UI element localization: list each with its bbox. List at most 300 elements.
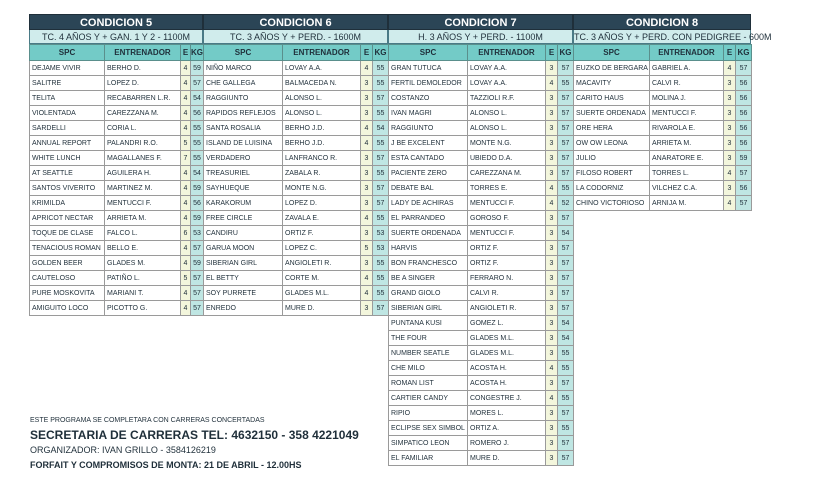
- weight-cell: 59: [736, 151, 752, 166]
- horse-name-cell: SARDELLI: [30, 121, 105, 136]
- horse-name-cell: CHE MILO: [389, 361, 468, 376]
- weight-cell: 57: [558, 241, 574, 256]
- horse-name-cell: ROMAN LIST: [389, 376, 468, 391]
- horse-name-cell: WHITE LUNCH: [30, 151, 105, 166]
- age-cell: 3: [361, 256, 373, 271]
- weight-cell: 57: [558, 406, 574, 421]
- age-cell: 4: [181, 301, 191, 316]
- table-row: [389, 136, 574, 151]
- trainer-name-cell: LOPEZ D.: [283, 196, 361, 211]
- trainer-name-cell: BERHO J.D.: [283, 121, 361, 136]
- weight-cell: 56: [736, 121, 752, 136]
- table-row: [389, 421, 574, 436]
- horse-name-cell: NUMBER SEATLE: [389, 346, 468, 361]
- weight-cell: 54: [558, 316, 574, 331]
- horse-name-cell: JULIO: [574, 151, 650, 166]
- trainer-name-cell: ORTIZ F.: [468, 241, 546, 256]
- age-cell: 3: [724, 121, 736, 136]
- age-cell: 4: [181, 61, 191, 76]
- table-row: [30, 166, 204, 181]
- horse-name-cell: EL BETTY: [204, 271, 283, 286]
- trainer-name-cell: ACOSTA H.: [468, 376, 546, 391]
- weight-cell: 56: [191, 106, 204, 121]
- weight-cell: 59: [191, 181, 204, 196]
- table-row: [389, 346, 574, 361]
- condition-title: CONDICION 8: [573, 14, 751, 30]
- table-row: [30, 136, 204, 151]
- weight-cell: 54: [191, 91, 204, 106]
- table-row: [204, 181, 389, 196]
- age-cell: 4: [724, 61, 736, 76]
- table-row: [574, 91, 752, 106]
- weight-cell: 57: [736, 61, 752, 76]
- weight-cell: 57: [191, 241, 204, 256]
- table-row: [574, 76, 752, 91]
- trainer-name-cell: LOVAY A.A.: [468, 61, 546, 76]
- age-cell: 3: [546, 286, 558, 301]
- weight-cell: 56: [736, 76, 752, 91]
- weight-cell: 57: [558, 136, 574, 151]
- age-cell: 3: [546, 226, 558, 241]
- age-cell: 3: [546, 61, 558, 76]
- age-cell: 3: [361, 76, 373, 91]
- entries-table: [388, 44, 574, 466]
- weight-cell: 59: [191, 256, 204, 271]
- age-cell: 4: [181, 211, 191, 226]
- trainer-name-cell: MORES L.: [468, 406, 546, 421]
- trainer-name-cell: ACOSTA H.: [468, 361, 546, 376]
- weight-cell: 57: [558, 451, 574, 466]
- table-header-row: [204, 45, 389, 61]
- trainer-name-cell: ORTIZ A.: [468, 421, 546, 436]
- horse-name-cell: TELITA: [30, 91, 105, 106]
- horse-name-cell: ANNUAL REPORT: [30, 136, 105, 151]
- condition-subtitle: H. 3 AÑOS Y + PERD. - 1100M: [388, 30, 573, 44]
- age-cell: 3: [361, 226, 373, 241]
- trainer-name-cell: ALONSO L.: [283, 91, 361, 106]
- trainer-name-cell: PATIÑO L.: [105, 271, 181, 286]
- age-cell: 4: [546, 196, 558, 211]
- column-header-trainer: ENTRENADOR: [650, 45, 724, 61]
- horse-name-cell: LA CODORNIZ: [574, 181, 650, 196]
- program-note: ESTE PROGRAMA SE COMPLETARA CON CARRERAS CONCERTADAS: [30, 417, 265, 424]
- table-row: [574, 136, 752, 151]
- horse-name-cell: SAYHUEQUE: [204, 181, 283, 196]
- weight-cell: 57: [191, 271, 204, 286]
- weight-cell: 55: [373, 61, 389, 76]
- age-cell: 4: [181, 166, 191, 181]
- horse-name-cell: J BE EXCELENT: [389, 136, 468, 151]
- column-header-e: E: [181, 45, 191, 61]
- age-cell: 3: [546, 376, 558, 391]
- horse-name-cell: AT SEATTLE: [30, 166, 105, 181]
- weight-cell: 55: [558, 76, 574, 91]
- weight-cell: 57: [558, 166, 574, 181]
- horse-name-cell: PURE MOSKOVITA: [30, 286, 105, 301]
- table-row: [389, 406, 574, 421]
- trainer-name-cell: CORIA L.: [105, 121, 181, 136]
- trainer-name-cell: ROMERO J.: [468, 436, 546, 451]
- trainer-name-cell: GLADES M.: [105, 256, 181, 271]
- table-row: [30, 91, 204, 106]
- age-cell: 3: [361, 106, 373, 121]
- trainer-name-cell: ZABALA R.: [283, 166, 361, 181]
- age-cell: 7: [181, 151, 191, 166]
- trainer-name-cell: MENTUCCI F.: [105, 196, 181, 211]
- condicion-6-block: [203, 14, 388, 316]
- weight-cell: 56: [736, 136, 752, 151]
- horse-name-cell: AMIGUITO LOCO: [30, 301, 105, 316]
- age-cell: 6: [181, 226, 191, 241]
- age-cell: 3: [724, 91, 736, 106]
- weight-cell: 53: [373, 241, 389, 256]
- horse-name-cell: ECLIPSE SEX SIMBOL: [389, 421, 468, 436]
- horse-name-cell: FREE CIRCLE: [204, 211, 283, 226]
- horse-name-cell: EL PARRANDEO: [389, 211, 468, 226]
- age-cell: 4: [546, 361, 558, 376]
- table-row: [30, 121, 204, 136]
- condicion-8-block: [573, 14, 772, 211]
- age-cell: 4: [181, 196, 191, 211]
- table-row: [204, 76, 389, 91]
- table-row: [30, 61, 204, 76]
- trainer-name-cell: ARRIETA M.: [650, 136, 724, 151]
- age-cell: 4: [361, 286, 373, 301]
- age-cell: 3: [724, 76, 736, 91]
- age-cell: 5: [361, 241, 373, 256]
- table-row: [30, 181, 204, 196]
- weight-cell: 57: [558, 271, 574, 286]
- horse-name-cell: GARUA MOON: [204, 241, 283, 256]
- condition-title: CONDICION 6: [203, 14, 388, 30]
- weight-cell: 56: [736, 106, 752, 121]
- horse-name-cell: CARITO HAUS: [574, 91, 650, 106]
- trainer-name-cell: TORRES E.: [468, 181, 546, 196]
- horse-name-cell: FILOSO ROBERT: [574, 166, 650, 181]
- weight-cell: 55: [373, 106, 389, 121]
- age-cell: 3: [546, 451, 558, 466]
- trainer-name-cell: GOMEZ L.: [468, 316, 546, 331]
- table-row: [204, 196, 389, 211]
- age-cell: 4: [546, 391, 558, 406]
- age-cell: 4: [361, 121, 373, 136]
- horse-name-cell: SUERTE ORDENADA: [389, 226, 468, 241]
- weight-cell: 57: [558, 256, 574, 271]
- column-header-spc: SPC: [30, 45, 105, 61]
- weight-cell: 55: [373, 136, 389, 151]
- weight-cell: 55: [373, 76, 389, 91]
- organizer-contact: ORGANIZADOR: IVAN GRILLO - 3584126219: [30, 445, 216, 455]
- trainer-name-cell: ANGIOLETI R.: [468, 301, 546, 316]
- age-cell: 3: [546, 316, 558, 331]
- column-header-e: E: [546, 45, 558, 61]
- weight-cell: 57: [558, 211, 574, 226]
- age-cell: 4: [181, 91, 191, 106]
- age-cell: 3: [546, 121, 558, 136]
- weight-cell: 57: [373, 301, 389, 316]
- table-row: [30, 211, 204, 226]
- trainer-name-cell: LOPEZ D.: [105, 76, 181, 91]
- trainer-name-cell: MENTUCCI F.: [468, 196, 546, 211]
- horse-name-cell: KARAKORUM: [204, 196, 283, 211]
- table-row: [389, 301, 574, 316]
- horse-name-cell: ORE HERA: [574, 121, 650, 136]
- column-header-spc: SPC: [389, 45, 468, 61]
- table-row: [30, 301, 204, 316]
- table-row: [30, 226, 204, 241]
- horse-name-cell: ENREDO: [204, 301, 283, 316]
- condition-subtitle: TC. 3 AÑOS Y + PERD. CON PEDIGREE - 600M: [574, 32, 772, 42]
- age-cell: 4: [181, 106, 191, 121]
- trainer-name-cell: MOLINA J.: [650, 91, 724, 106]
- table-row: [30, 106, 204, 121]
- horse-name-cell: CHINO VICTORIOSO: [574, 196, 650, 211]
- weight-cell: 59: [191, 61, 204, 76]
- trainer-name-cell: ARNIJA M.: [650, 196, 724, 211]
- trainer-name-cell: RIVAROLA E.: [650, 121, 724, 136]
- column-header-trainer: ENTRENADOR: [105, 45, 181, 61]
- horse-name-cell: RAPIDOS REFLEJOS: [204, 106, 283, 121]
- horse-name-cell: BON FRANCHESCO: [389, 256, 468, 271]
- column-header-kg: KG: [191, 45, 204, 61]
- weight-cell: 57: [191, 76, 204, 91]
- trainer-name-cell: ANGIOLETI R.: [283, 256, 361, 271]
- age-cell: 4: [361, 136, 373, 151]
- horse-name-cell: GRAND GIOLO: [389, 286, 468, 301]
- trainer-name-cell: CALVI R.: [650, 76, 724, 91]
- age-cell: 3: [546, 346, 558, 361]
- weight-cell: 54: [558, 331, 574, 346]
- trainer-name-cell: GLADES M.L.: [468, 346, 546, 361]
- table-row: [30, 76, 204, 91]
- trainer-name-cell: LANFRANCO R.: [283, 151, 361, 166]
- table-row: [30, 286, 204, 301]
- weight-cell: 57: [558, 61, 574, 76]
- table-row: [389, 106, 574, 121]
- table-header-row: [30, 45, 204, 61]
- trainer-name-cell: CAREZZANA M.: [468, 166, 546, 181]
- horse-name-cell: SANTOS VIVERITO: [30, 181, 105, 196]
- weight-cell: 57: [558, 286, 574, 301]
- table-row: [389, 181, 574, 196]
- weight-cell: 55: [558, 421, 574, 436]
- table-row: [204, 286, 389, 301]
- weight-cell: 57: [558, 121, 574, 136]
- trainer-name-cell: RECABARREN L.R.: [105, 91, 181, 106]
- table-row: [389, 286, 574, 301]
- age-cell: 3: [546, 301, 558, 316]
- trainer-name-cell: TORRES L.: [650, 166, 724, 181]
- table-row: [389, 256, 574, 271]
- age-cell: 3: [546, 211, 558, 226]
- horse-name-cell: FERTIL DEMOLEDOR: [389, 76, 468, 91]
- age-cell: 3: [724, 151, 736, 166]
- horse-name-cell: EL FAMILIAR: [389, 451, 468, 466]
- table-row: [204, 121, 389, 136]
- age-cell: 4: [181, 286, 191, 301]
- trainer-name-cell: FALCO L.: [105, 226, 181, 241]
- age-cell: 3: [361, 91, 373, 106]
- horse-name-cell: CHE GALLEGA: [204, 76, 283, 91]
- table-row: [204, 151, 389, 166]
- trainer-name-cell: CAREZZANA M.: [105, 106, 181, 121]
- weight-cell: 53: [191, 226, 204, 241]
- trainer-name-cell: LOVAY A.A.: [468, 76, 546, 91]
- weight-cell: 57: [373, 151, 389, 166]
- horse-name-cell: COSTANZO: [389, 91, 468, 106]
- table-row: [204, 256, 389, 271]
- age-cell: 3: [546, 136, 558, 151]
- table-row: [389, 271, 574, 286]
- table-row: [389, 376, 574, 391]
- table-row: [574, 61, 752, 76]
- horse-name-cell: LADY DE ACHIRAS: [389, 196, 468, 211]
- table-row: [389, 451, 574, 466]
- horse-name-cell: PUNTANA KUSI: [389, 316, 468, 331]
- weight-cell: 57: [558, 301, 574, 316]
- table-row: [204, 136, 389, 151]
- column-header-kg: KG: [558, 45, 574, 61]
- horse-name-cell: KRIMILDA: [30, 196, 105, 211]
- horse-name-cell: MACAVITY: [574, 76, 650, 91]
- age-cell: 3: [361, 181, 373, 196]
- horse-name-cell: SIBERIAN GIRL: [204, 256, 283, 271]
- age-cell: 3: [724, 181, 736, 196]
- trainer-name-cell: VILCHEZ C.A.: [650, 181, 724, 196]
- table-row: [30, 256, 204, 271]
- weight-cell: 53: [373, 226, 389, 241]
- weight-cell: 55: [373, 211, 389, 226]
- weight-cell: 55: [191, 136, 204, 151]
- trainer-name-cell: CALVI R.: [468, 286, 546, 301]
- table-row: [389, 316, 574, 331]
- trainer-name-cell: MONTE N.G.: [468, 136, 546, 151]
- table-row: [389, 391, 574, 406]
- horse-name-cell: VERDADERO: [204, 151, 283, 166]
- trainer-name-cell: TAZZIOLI R.F.: [468, 91, 546, 106]
- table-row: [204, 61, 389, 76]
- weight-cell: 56: [191, 196, 204, 211]
- trainer-name-cell: LOPEZ C.: [283, 241, 361, 256]
- horse-name-cell: TENACIOUS ROMAN: [30, 241, 105, 256]
- table-row: [389, 61, 574, 76]
- table-row: [389, 196, 574, 211]
- trainer-name-cell: ORTIZ F.: [468, 256, 546, 271]
- weight-cell: 57: [558, 376, 574, 391]
- table-row: [204, 226, 389, 241]
- weight-cell: 56: [736, 91, 752, 106]
- horse-name-cell: THE FOUR: [389, 331, 468, 346]
- trainer-name-cell: GLADES M.L.: [283, 286, 361, 301]
- trainer-name-cell: PICOTTO G.: [105, 301, 181, 316]
- age-cell: 3: [546, 406, 558, 421]
- table-row: [204, 271, 389, 286]
- horse-name-cell: DEBATE BAL: [389, 181, 468, 196]
- trainer-name-cell: GLADES M.L.: [468, 331, 546, 346]
- trainer-name-cell: ALONSO L.: [468, 121, 546, 136]
- table-row: [389, 76, 574, 91]
- entries-table: [29, 44, 204, 316]
- condicion-7-block: [388, 14, 573, 466]
- horse-name-cell: TOQUE DE CLASE: [30, 226, 105, 241]
- program-notes: [30, 417, 359, 470]
- trainer-name-cell: BERHO D.: [105, 61, 181, 76]
- weight-cell: 55: [373, 166, 389, 181]
- age-cell: 3: [361, 196, 373, 211]
- age-cell: 3: [361, 301, 373, 316]
- trainer-name-cell: CONGESTRE J.: [468, 391, 546, 406]
- age-cell: 4: [181, 256, 191, 271]
- entries-table: [573, 44, 752, 211]
- condition-title: CONDICION 5: [29, 14, 203, 30]
- weight-cell: 54: [558, 226, 574, 241]
- horse-name-cell: DEJAME VIVIR: [30, 61, 105, 76]
- weight-cell: 57: [373, 91, 389, 106]
- forfeit-deadline: FORFAIT Y COMPROMISOS DE MONTA: 21 DE ABRIL - 12.00HS: [30, 460, 302, 470]
- table-row: [389, 121, 574, 136]
- trainer-name-cell: ANARATORE E.: [650, 151, 724, 166]
- table-row: [204, 211, 389, 226]
- horse-name-cell: SALITRE: [30, 76, 105, 91]
- table-row: [204, 301, 389, 316]
- age-cell: 3: [546, 421, 558, 436]
- age-cell: 4: [361, 211, 373, 226]
- horse-name-cell: SANTA ROSALIA: [204, 121, 283, 136]
- trainer-name-cell: ARRIETA M.: [105, 211, 181, 226]
- table-row: [389, 361, 574, 376]
- age-cell: 3: [546, 151, 558, 166]
- column-header-spc: SPC: [574, 45, 650, 61]
- horse-name-cell: SIMPATICO LEON: [389, 436, 468, 451]
- column-header-kg: KG: [373, 45, 389, 61]
- weight-cell: 55: [558, 181, 574, 196]
- weight-cell: 55: [191, 121, 204, 136]
- weight-cell: 54: [191, 166, 204, 181]
- horse-name-cell: HARVIS: [389, 241, 468, 256]
- table-row: [389, 226, 574, 241]
- table-row: [389, 436, 574, 451]
- age-cell: 4: [181, 121, 191, 136]
- age-cell: 4: [181, 76, 191, 91]
- age-cell: 3: [546, 436, 558, 451]
- age-cell: 3: [724, 106, 736, 121]
- table-row: [204, 241, 389, 256]
- horse-name-cell: BE A SINGER: [389, 271, 468, 286]
- age-cell: 3: [546, 331, 558, 346]
- age-cell: 4: [724, 166, 736, 181]
- column-header-trainer: ENTRENADOR: [283, 45, 361, 61]
- horse-name-cell: ESTA CANTADO: [389, 151, 468, 166]
- trainer-name-cell: BALMACEDA N.: [283, 76, 361, 91]
- horse-name-cell: GOLDEN BEER: [30, 256, 105, 271]
- weight-cell: 57: [736, 166, 752, 181]
- age-cell: 3: [546, 271, 558, 286]
- weight-cell: 57: [558, 436, 574, 451]
- trainer-name-cell: BELLO E.: [105, 241, 181, 256]
- table-row: [389, 166, 574, 181]
- table-row: [574, 106, 752, 121]
- table-row: [389, 151, 574, 166]
- age-cell: 3: [361, 166, 373, 181]
- table-row: [30, 196, 204, 211]
- horse-name-cell: VIOLENTADA: [30, 106, 105, 121]
- weight-cell: 57: [191, 286, 204, 301]
- age-cell: 5: [181, 136, 191, 151]
- table-row: [30, 151, 204, 166]
- table-row: [389, 211, 574, 226]
- trainer-name-cell: ORTIZ F.: [283, 226, 361, 241]
- trainer-name-cell: ALONSO L.: [283, 106, 361, 121]
